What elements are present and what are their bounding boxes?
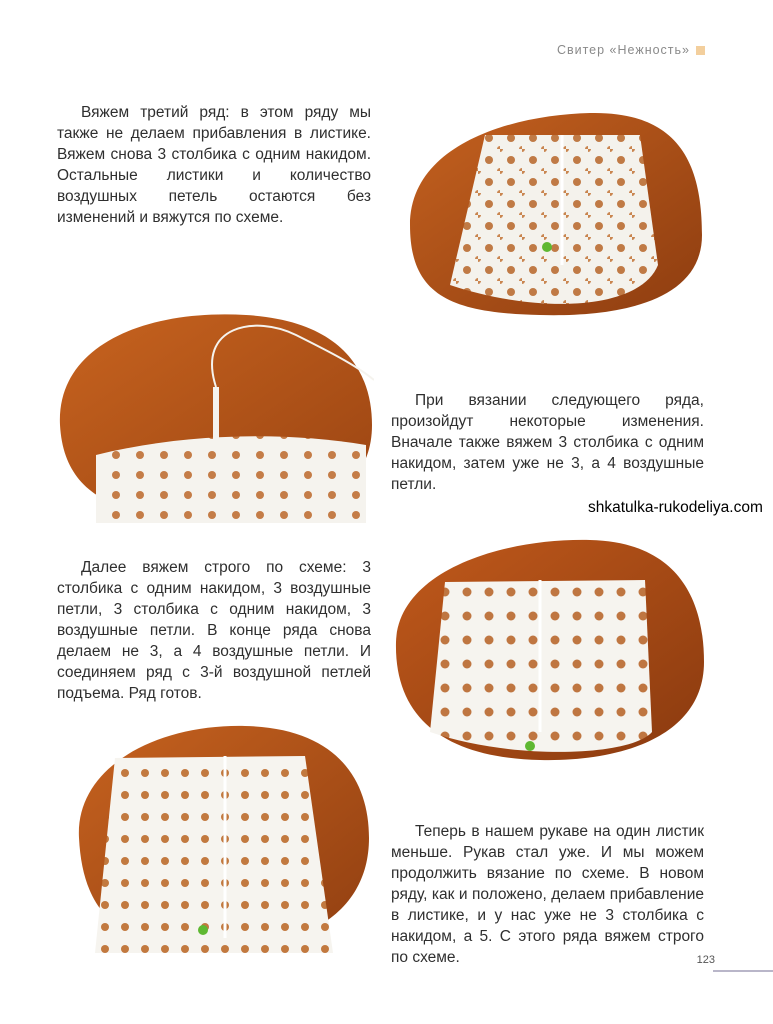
- photo-next-row: [56, 305, 374, 523]
- running-header-title: Свитер «Нежность»: [556, 43, 690, 57]
- paragraph-third-row: Вяжем третий ряд: в этом ряду мы также не делаем прибавления в листике. Вяжем снова 3 столбика с одним накидом. Остальные листики и количество воздушных петель остаются без изменений и вяжутся по схеме.: [57, 103, 371, 226]
- paragraph-sleeve-narrower: Теперь в нашем рукаве на один листик меньше. Рукав стал уже. И мы можем продолжить вязание по схеме. В новом ряду, как и положено, делаем прибавление в листике, и у нас уже не 3 столбика с накидом, а 5. С этого ряда вяжем строго по схеме.: [391, 822, 704, 966]
- paragraph-follow-scheme: Далее вяжем строго по схеме: 3 столбика с одним накидом, 3 воздушные петли, 3 столбика с одним накидом, 3 воздушные петли. В конце ряда снова делаем не 3, а 4 воздушные петли. И соединяем ряд с 3-й воздушной петлей подъема. Ряд готов.: [57, 558, 371, 702]
- photo-third-row: [390, 105, 706, 319]
- photo-row-complete: [390, 532, 706, 764]
- watermark-site-url: shkatulka-rukodeliya.com: [588, 499, 763, 516]
- running-header: [557, 43, 705, 57]
- paragraph-next-row: При вязании следующего ряда, произойдут некоторые изменения. Вначале также вяжем 3 столбика с одним накидом, затем уже не 3, а 4 воздушные петли.: [391, 391, 704, 493]
- photo-sleeve: [75, 718, 371, 953]
- header-square-icon: [696, 46, 705, 55]
- page-number: 123: [696, 954, 715, 966]
- page-number-rule: [713, 970, 773, 972]
